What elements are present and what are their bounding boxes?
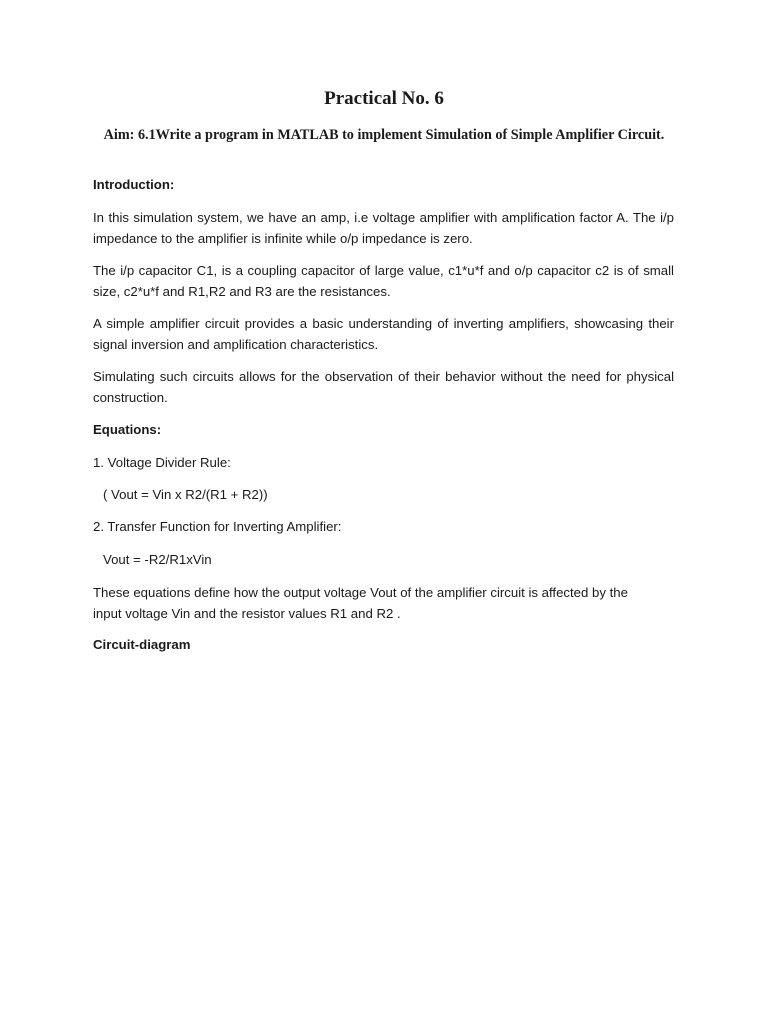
equation-formula-voltage-divider: ( Vout = Vin x R2/(R1 + R2)) (103, 487, 268, 502)
equations-heading: Equations: (93, 422, 162, 437)
paragraph-inverting-amplifiers: A simple amplifier circuit provides a basic understanding of inverting amplifiers, showcasing their signal inversion and amplification characteristics. (93, 316, 674, 352)
introduction-heading: Introduction: (93, 177, 175, 192)
paragraph-equations-conclusion: These equations define how the output voltage Vout of the amplifier circuit is affected by the input voltage Vin and the resistor values R1 and R2 . (93, 585, 628, 621)
page-title: Practical No. 6 (324, 88, 444, 109)
paragraph-simulation-benefit: Simulating such circuits allows for the observation of their behavior without the need for physical construction. (93, 369, 674, 405)
aim-statement: Aim: 6.1Write a program in MATLAB to implement Simulation of Simple Amplifier Circuit. (103, 127, 665, 143)
paragraph-amplifier-description: In this simulation system, we have an amp, i.e voltage amplifier with amplification factor A. The i/p impedance to the amplifier is infinite while o/p impedance is zero. (93, 210, 674, 246)
equation-label-transfer-function: 2. Transfer Function for Inverting Amplifier: (93, 519, 342, 534)
paragraph-capacitors: The i/p capacitor C1, is a coupling capacitor of large value, c1*u*f and o/p capacitor c2 is of small size, c2*u*f and R1,R2 and R3 are the resistances. (93, 263, 674, 299)
circuit-diagram-heading: Circuit-diagram (93, 637, 191, 652)
equation-formula-transfer-function: Vout = -R2/R1xVin (103, 552, 212, 567)
equation-label-voltage-divider: 1. Voltage Divider Rule: (93, 455, 231, 470)
